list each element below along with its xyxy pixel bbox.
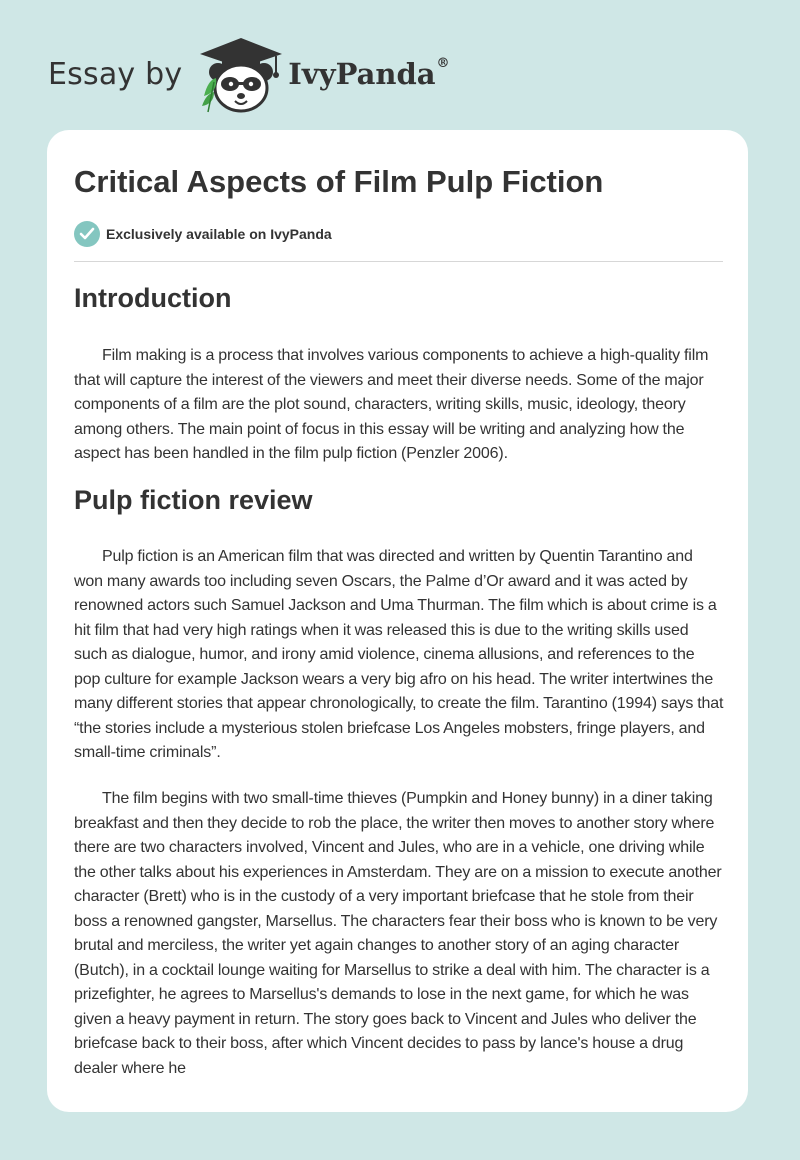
paragraph: The film begins with two small-time thieves (Pumpkin and Honey bunny) in a diner taking breakfast and then they decide to rob the place, the writer then moves to another story where there are two characters involved, Vincent and Jules, who are in a vehicle, one driving while the other talks about his experiences in Amsterdam. They are on a mission to execute another character (Brett) who is in the custody of a very important briefcase that he stole from their boss a renowned gangster, Marsellus. The characters fear their boss who is known to be very brutal and merciless, the writer yet again changes to another story of an aging character (Butch), in a cocktail lounge waiting for Marsellus to strike a deal with him. The character is a prizefighter, he agrees to Marsellus's demands to lose in the next game, for which he was given a heavy payment in return. The story goes back to Vincent and Jules who deliver the briefcase back to their boss, after which Vincent decides to pass by lance's house a drug dealer where he (74, 790, 722, 1077)
exclusive-badge-label: Exclusively available on IvyPanda (106, 226, 332, 242)
section-heading: Pulp fiction review (74, 485, 313, 515)
paragraph: Pulp fiction is an American film that was directed and written by Quentin Tarantino and won many awards too including seven Oscars, the Palme d’Or award and it was acted by renowned actors such Samuel Jackson and Uma Thurman. The film which is about crime is a hit film that had very high ratings when it was released this is due to the writing skills used such as dialogue, humor, and irony amid violence, cinema allusions, and references to the pop culture for example Jackson wears a very big afro on his head. The writer intertwines the many different stories that appear chronologically, to create the film. Tarantino (1994) says that “the stories include a mysterious stolen briefcase Los Angeles mobsters, fringe players, and small-time criminals”. (74, 548, 724, 761)
essay-card (47, 130, 748, 1112)
paragraph: Film making is a process that involves various components to achieve a high-quality film that will capture the interest of the viewers and meet their diverse needs. Some of the major components of a film are the plot sound, characters, writing skills, music, ideology, theory among others. The main point of focus in this essay will be writing and analyzing how the aspect has been handled in the film pulp fiction (Penzler 2006). (74, 347, 709, 462)
site-header (48, 34, 450, 114)
check-circle-icon (74, 221, 100, 247)
section-heading: Introduction (74, 283, 232, 313)
page-title: Critical Aspects of Film Pulp Fiction (74, 164, 604, 199)
divider (74, 261, 723, 262)
essay-by-label: Essay by (48, 56, 183, 92)
registered-mark: ® (436, 56, 450, 72)
panda-logo-icon[interactable] (196, 34, 286, 114)
brand-name[interactable]: IvyPanda® (288, 56, 450, 91)
exclusive-badge (74, 221, 332, 247)
